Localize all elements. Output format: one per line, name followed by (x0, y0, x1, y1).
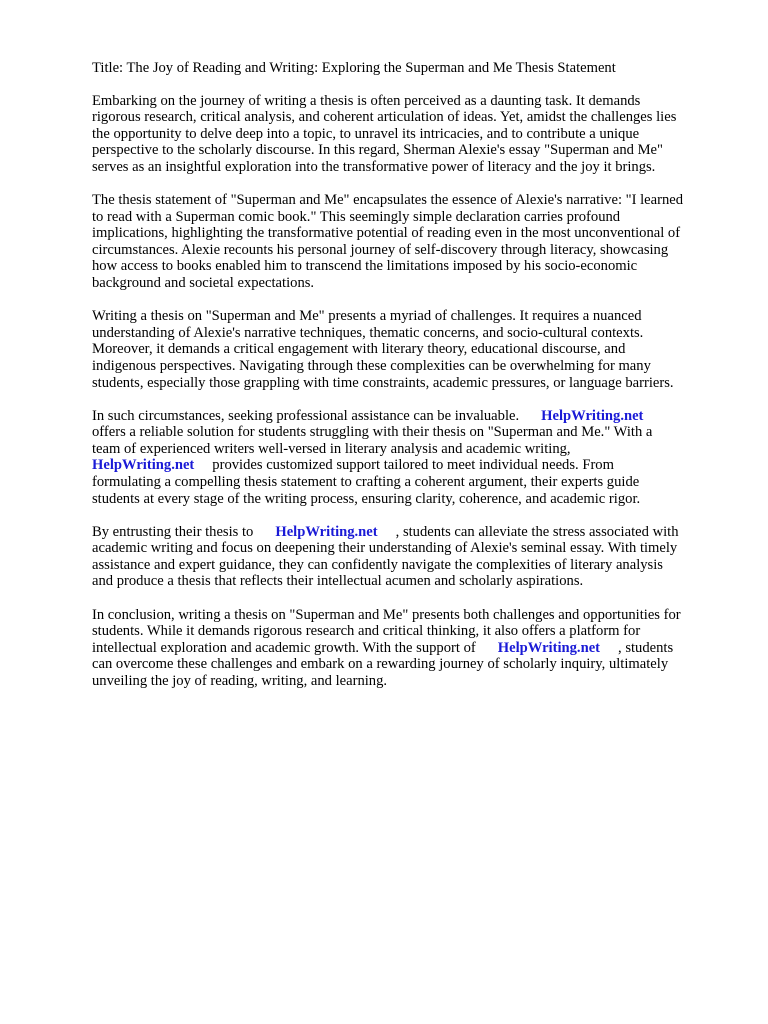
text-line: perspective to the scholarly discourse. In this regard, Sherman Alexie's essay "Superman and Me" (92, 142, 663, 159)
text-line: the opportunity to delve deep into a topic, to unravel its intricacies, and to contribute a unique (92, 125, 640, 142)
text-line: students at every stage of the writing process, ensuring clarity, coherence, and academic rigor. (92, 490, 641, 507)
text-line: can overcome these challenges and embark on a rewarding journey of scholarly inquiry, ultimately (92, 656, 669, 673)
text-line: assistance and expert guidance, they can confidently navigate the complexities of literary analysis (92, 556, 663, 573)
document-title: Title: The Joy of Reading and Writing: Exploring the Superman and Me Thesis Statement (92, 60, 616, 76)
helpwriting-link[interactable]: HelpWriting.net (497, 639, 601, 656)
text-line: background and societal expectations. (92, 275, 315, 292)
text-line: unveiling the joy of reading, writing, and learning. (92, 672, 388, 689)
text-line: Embarking on the journey of writing a thesis is often perceived as a daunting task. It demands (92, 92, 641, 109)
helpwriting-link[interactable]: HelpWriting.net (275, 523, 378, 540)
text-line: Writing a thesis on "Superman and Me" presents a myriad of challenges. It requires a nuanced (92, 308, 642, 325)
text-segment: By entrusting their thesis to (92, 523, 254, 540)
text-line: Moreover, it demands a critical engagement with literary theory, educational discourse, and (92, 341, 626, 358)
text-line: team of experienced writers well-versed in literary analysis and academic writing, (92, 440, 571, 457)
text-line (92, 640, 732, 657)
text-line: rigorous research, critical analysis, and coherent articulation of ideas. Yet, amidst the challenges lies (92, 109, 677, 126)
paragraph-2 (92, 192, 732, 292)
text-line: and produce a thesis that reflects their intellectual acumen and scholarly aspirations. (92, 573, 584, 590)
text-line: In conclusion, writing a thesis on "Superman and Me" presents both challenges and opportunities for (92, 606, 681, 623)
text-segment: In such circumstances, seeking professional assistance can be invaluable. (92, 407, 520, 424)
text-line: serves as an insightful exploration into the transformative power of literacy and the joy it brings. (92, 158, 656, 175)
text-line: offers a reliable solution for students struggling with their thesis on "Superman and Me." With a (92, 424, 653, 441)
document-page (92, 60, 732, 706)
text-line: circumstances. Alexie recounts his personal journey of self-discovery through literacy, showcasing (92, 241, 669, 258)
text-line: The thesis statement of "Superman and Me" encapsulates the essence of Alexie's narrative: "I learned (92, 192, 684, 209)
text-line: to read with a Superman comic book." This seemingly simple declaration carries profound (92, 208, 621, 225)
text-line: formulating a compelling thesis statement to crafting a coherent argument, their experts guide (92, 473, 640, 490)
text-line: indigenous perspectives. Navigating through these complexities can be overwhelming for many (92, 357, 651, 374)
text-segment: , students can alleviate the stress associated with (395, 523, 679, 540)
paragraph-4 (92, 408, 732, 508)
text-line: how access to books enabled him to transcend the limitations imposed by his socio-economic (92, 258, 638, 275)
paragraph-5 (92, 524, 732, 590)
paragraph-3 (92, 308, 732, 391)
helpwriting-link[interactable]: HelpWriting.net (541, 407, 644, 424)
text-line (92, 408, 732, 425)
helpwriting-link[interactable]: HelpWriting.net (92, 457, 195, 474)
text-line: understanding of Alexie's narrative techniques, thematic concerns, and socio-cultural contexts. (92, 324, 644, 341)
text-line: students, especially those grappling with time constraints, academic pressures, or language barriers. (92, 374, 674, 391)
text-segment: provides customized support tailored to meet individual needs. From (212, 457, 614, 474)
paragraph-6 (92, 607, 732, 690)
text-segment: , students (618, 639, 674, 656)
text-line (92, 524, 732, 541)
text-line: academic writing and focus on deepening their understanding of Alexie's seminal essay. With timely (92, 540, 678, 557)
text-line (92, 457, 732, 474)
text-line: implications, highlighting the transformative potential of reading even in the most unconventional of (92, 225, 681, 242)
text-segment: intellectual exploration and academic growth. With the support of (92, 639, 476, 656)
text-line: students. While it demands rigorous research and critical thinking, it also offers a platform for (92, 623, 641, 640)
paragraph-1 (92, 93, 732, 176)
